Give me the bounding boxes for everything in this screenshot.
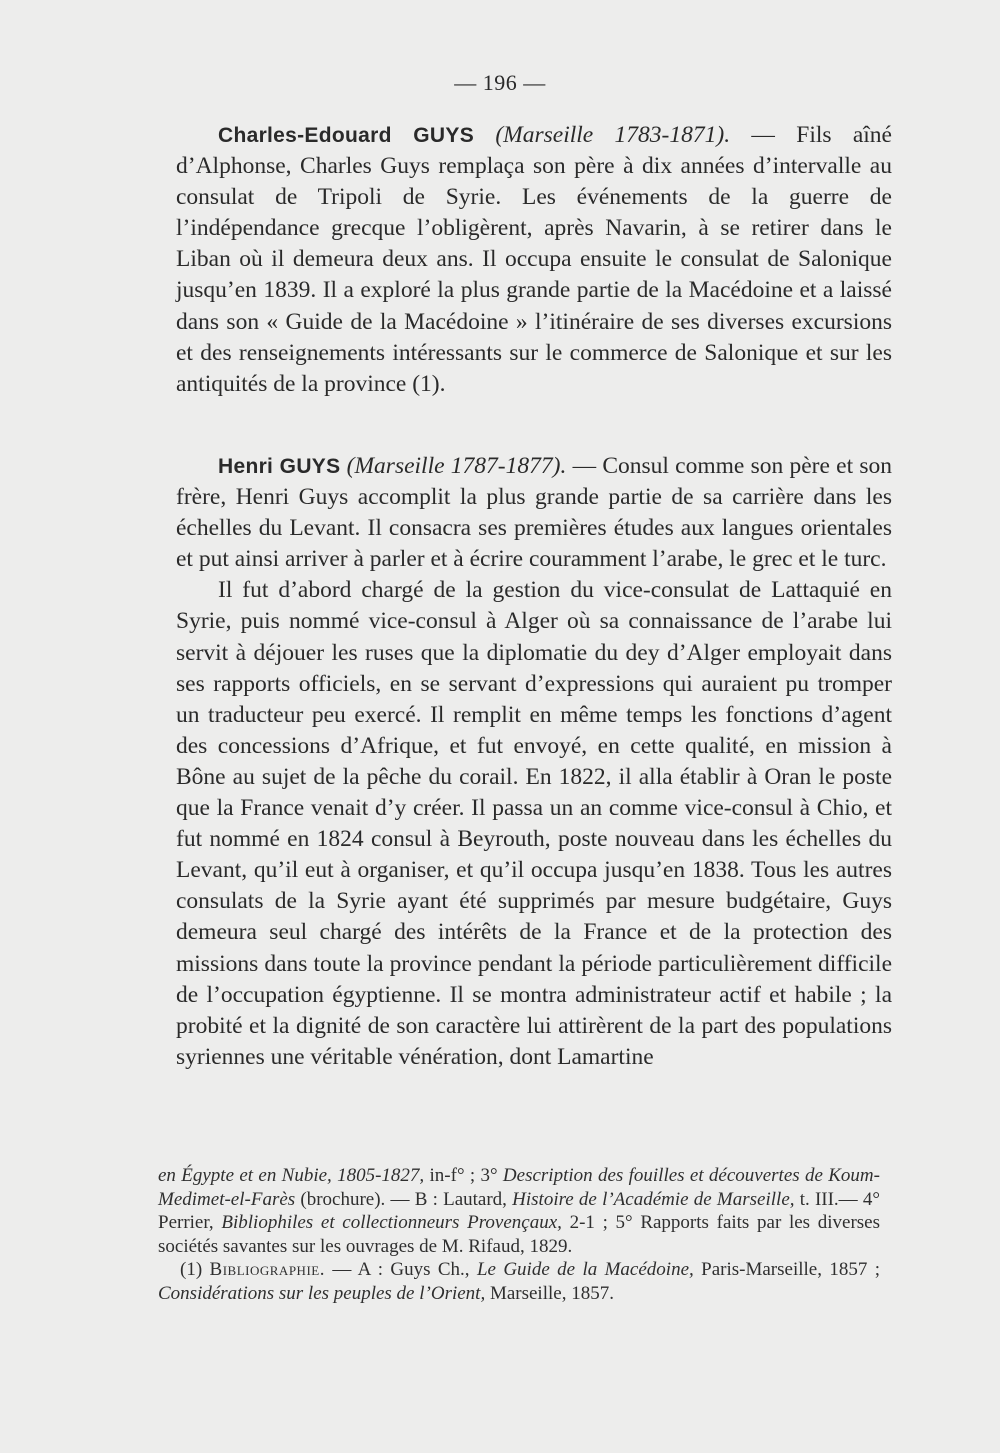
footnote-label: Bibliographie.: [209, 1259, 325, 1280]
footnote-text: Paris-Marseille, 1857 ;: [693, 1259, 881, 1280]
footnote-italic: Description des fouilles et découvertes de Koum-Medimet-el-Farès: [158, 1165, 880, 1210]
footnotes: [158, 1164, 880, 1305]
page-number: — 196 —: [454, 70, 546, 95]
entry-paragraph: [176, 120, 892, 400]
entry-paragraph: [176, 451, 892, 575]
entry-name: Charles-Edouard GUYS: [218, 124, 475, 147]
entry-charles-edouard-guys: [176, 120, 892, 400]
footnote-text: 2-1 ; 5° Rapports faits par les diverses sociétés savantes sur les ouvrages de M. Rifaud, 1829.: [158, 1212, 881, 1257]
entry-text: — Consul comme son père et son frère, Henri Guys accomplit la plus grande partie de sa carrière dans les échelles du Levant. Il consacra ses premières études aux langues orientales et put ainsi arriver à parler et à écrire couramment l’arabe, le grec et le turc.: [176, 453, 893, 573]
entry-name: Henri GUYS: [218, 455, 341, 478]
entry-place-dates: (Marseille 1783-1871).: [495, 122, 731, 148]
footnote-continuation: [158, 1164, 880, 1258]
footnote-text: (brochure). — B : Lautard,: [295, 1188, 513, 1210]
footnote-italic: Considérations sur les peuples de l’Orient,: [158, 1282, 486, 1304]
entry-henri-guys: [176, 451, 892, 1073]
footnote-italic: Histoire de l’Académie de Marseille,: [512, 1188, 795, 1210]
footnote-italic: Le Guide de la Macédoine,: [476, 1259, 694, 1280]
footnote-text: Marseille, 1857.: [485, 1282, 614, 1304]
entry-paragraph: Il fut d’abord chargé de la gestion du vice-consulat de Lattaquié en Syrie, puis nommé vice-consul à Alger où sa connaissance de l’arabe lui servit à déjouer les ruses que la diplomatie du dey d’Alger employait dans ses rapports officiels, en se servant d’expressions qui auraient pu tromper un traducteur peu exercé. Il remplit en même temps les fonctions d’agent des concessions d’Afrique, et fut envoyé, en cette qualité, en mission à Bône au sujet de la pêche du corail. En 1822, il alla établir à Oran le poste que la France venait d’y créer. Il passa un an comme vice-consul à Chio, et fut nommé en 1824 consul à Beyrouth, poste nouveau dans les échelles du Levant, qu’il eut à organiser, et qu’il occupa jusqu’en 1838. Tous les autres consulats de la Syrie ayant été supprimés par mesure budgétaire, Guys demeura seul chargé des intérêts de la France et de la protection des missions dans toute la province pendant la période particulièrement difficile de l’occupation égyptienne. Il se montra administrateur actif et habile ; la probité et la dignité de son caractère lui attirèrent de la part des populations syriennes une véritable vénération, dont Lamartine: [176, 577, 892, 1070]
entry-text: — Fils aîné d’Alphonse, Charles Guys remplaça son père à dix années d’intervalle au consulat de Tripoli de Syrie. Les événements de la guerre de l’indépendance grecque l’obligèrent, après Navarin, à se retirer dans le Liban où il demeura deux ans. Il occupa ensuite le consulat de Salonique jusqu’en 1839. Il a exploré la plus grande partie de la Macédoine et a laissé dans son « Guide de la Macédoine » l’itinéraire de ses diverses excursions et des renseignements intéressants sur le commerce de Salonique et sur les antiquités de la province (1).: [176, 122, 892, 397]
entry-place-dates: (Marseille 1787-1877).: [346, 453, 567, 479]
footnote-marker: (1): [180, 1259, 203, 1280]
footnote-bibliography: [158, 1258, 880, 1305]
footnote-text: t. III.— 4° Perrier,: [158, 1188, 880, 1233]
footnote-italic: Bibliophiles et collectionneurs Provençaux,: [221, 1212, 562, 1233]
footnote-text: — A : Guys Ch.,: [324, 1259, 477, 1280]
footnote-text: in-f° ; 3°: [424, 1165, 503, 1186]
footnote-italic: en Égypte et en Nubie, 1805-1827,: [158, 1165, 425, 1186]
